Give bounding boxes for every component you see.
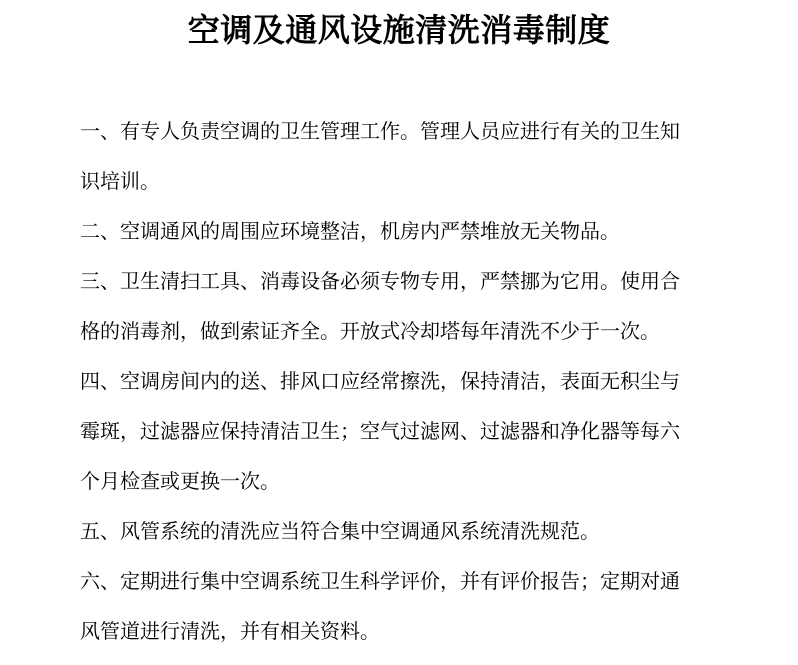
paragraph-line: 五、风管系统的清洗应当符合集中空调通风系统清洗规范。 [80,519,600,543]
paragraph-6 [80,556,740,656]
paragraph-1 [80,106,740,206]
document-body [80,106,740,656]
paragraph-line: 四、空调房间内的送、排风口应经常擦洗，保持清洁，表面无积尘与 [80,369,680,393]
paragraph-3 [80,256,740,356]
paragraph-line: 三、卫生清扫工具、消毒设备必须专物专用，严禁挪为它用。使用合 [80,269,680,293]
paragraph-5 [80,506,740,556]
paragraph-line: 六、定期进行集中空调系统卫生科学评价，并有评价报告；定期对通 [80,569,680,593]
paragraph-line: 个月检查或更换一次。 [80,469,280,493]
paragraph-line: 霉斑，过滤器应保持清洁卫生；空气过滤网、过滤器和净化器等每六 [80,419,680,443]
paragraph-line: 二、空调通风的周围应环境整洁，机房内严禁堆放无关物品。 [80,219,620,243]
paragraph-line: 一、有专人负责空调的卫生管理工作。管理人员应进行有关的卫生知 [80,119,680,143]
paragraph-line: 风管道进行清洗，并有相关资料。 [80,619,380,643]
paragraph-line: 识培训。 [80,169,160,193]
paragraph-4 [80,356,740,506]
document-title: 空调及通风设施清洗消毒制度 [187,11,611,49]
paragraph-2 [80,206,740,256]
paragraph-line: 格的消毒剂，做到索证齐全。开放式冷却塔每年清洗不少于一次。 [80,319,660,343]
